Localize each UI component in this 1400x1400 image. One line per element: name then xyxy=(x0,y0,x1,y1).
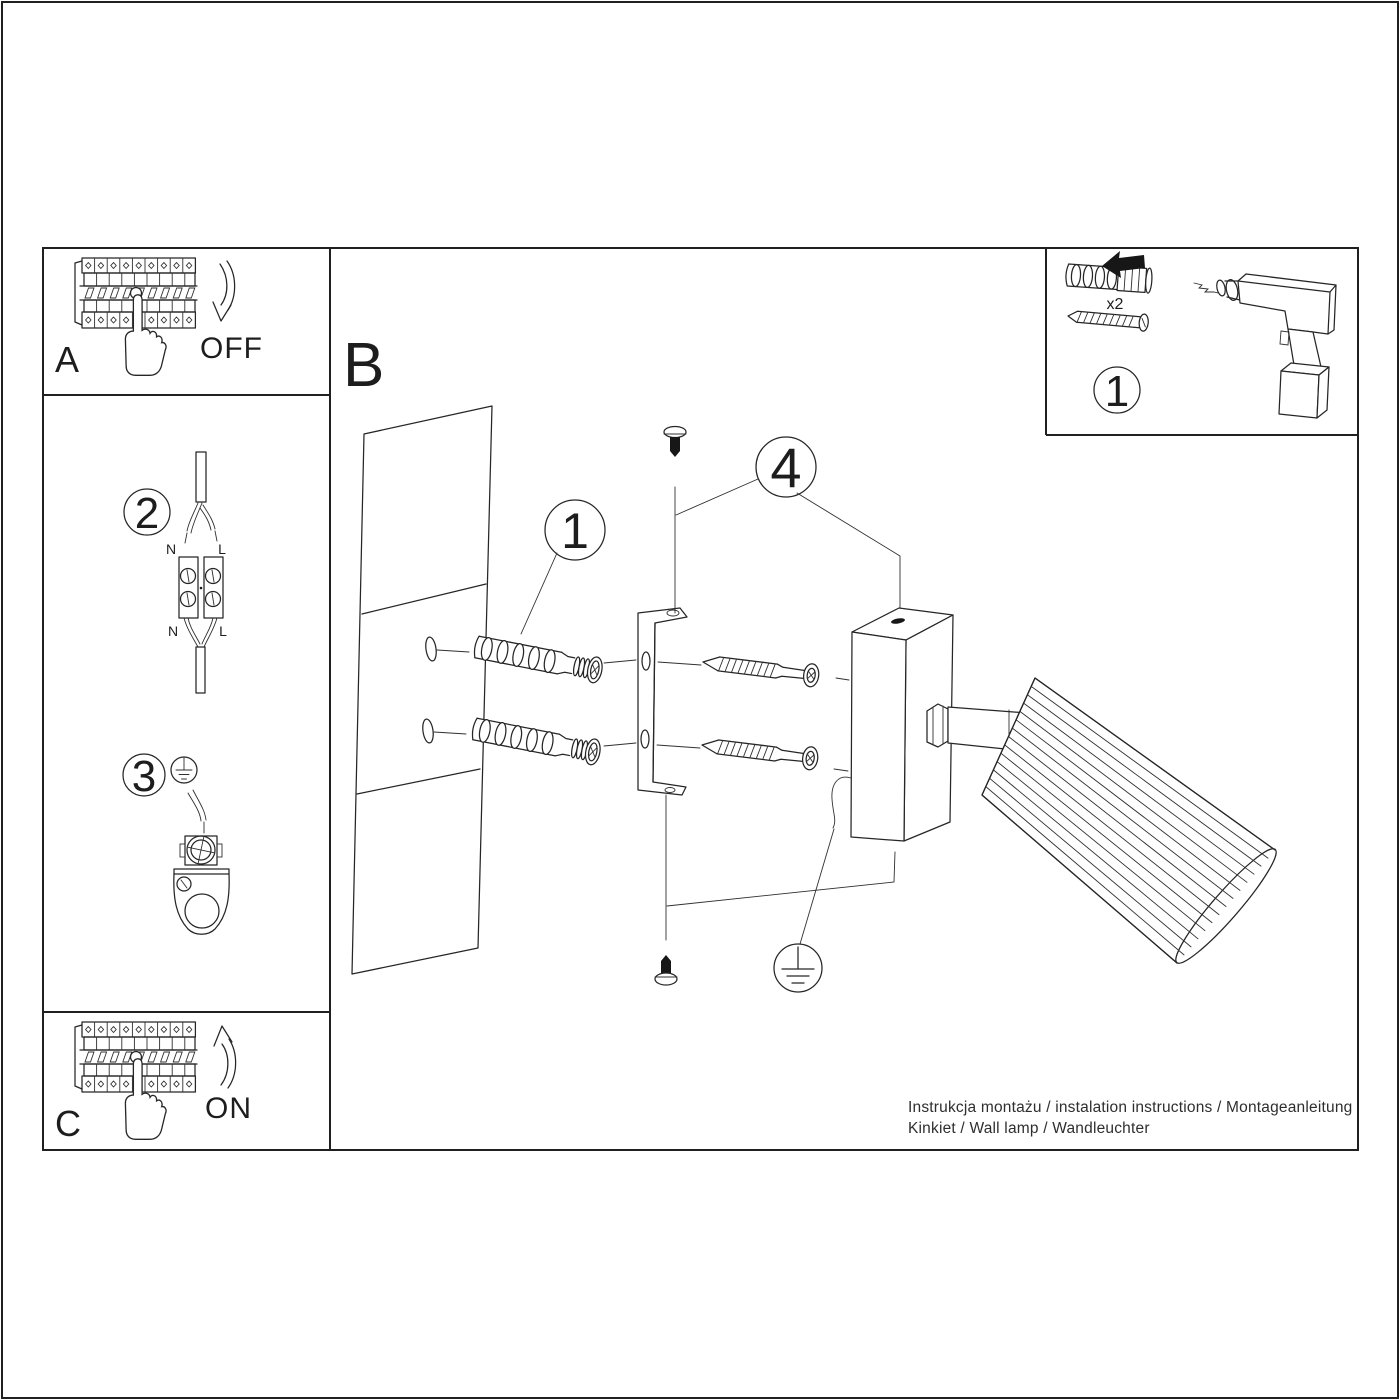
footer xyxy=(908,1099,1352,1137)
parts-box xyxy=(1065,251,1336,418)
terminal-label-n-bottom: N xyxy=(167,623,179,639)
step-b-label: B xyxy=(343,331,385,400)
callout-number-1: 1 xyxy=(561,503,589,559)
leader-line-earth xyxy=(800,829,834,944)
terminal-block-diagram xyxy=(166,452,227,693)
step-c-panel xyxy=(55,1022,252,1144)
mounting-screw xyxy=(701,734,819,771)
earth-wire xyxy=(188,790,206,833)
wall-hole xyxy=(421,718,434,743)
lamp-shade xyxy=(982,678,1285,971)
mounting-screw xyxy=(702,651,820,688)
anchor-quantity: x2 xyxy=(1106,296,1124,313)
wiring-callout xyxy=(124,452,227,693)
page-border xyxy=(2,2,1398,1398)
wall-anchor xyxy=(471,716,603,766)
top-screw xyxy=(664,427,686,614)
main-diagram xyxy=(343,331,1285,992)
wall-hole xyxy=(424,636,437,661)
lamp-cable xyxy=(832,777,851,828)
drill-icon xyxy=(1194,274,1336,418)
earth-terminal xyxy=(180,835,222,866)
footer-line-1: Instrukcja montażu / instalation instructions / Montageanleitung xyxy=(908,1099,1353,1116)
step-a-panel xyxy=(55,258,263,380)
ground-callout xyxy=(123,752,229,934)
footer-line-2: Kinkiet / Wall lamp / Wandleuchter xyxy=(908,1120,1150,1137)
callout-number-4: 4 xyxy=(770,436,802,499)
terminal-label-n-top: N xyxy=(165,541,177,557)
bracket-slot xyxy=(641,730,649,748)
step-a-state: OFF xyxy=(200,332,263,365)
callout-number-2: 2 xyxy=(134,489,160,538)
leader-line-1 xyxy=(521,553,557,634)
wall-panel xyxy=(352,406,492,974)
terminal-label-l-bottom: L xyxy=(219,623,227,639)
step-c-label: C xyxy=(55,1103,81,1144)
ground-symbol-icon xyxy=(171,757,197,783)
mounting-bracket xyxy=(638,608,687,795)
arrow-down-icon xyxy=(213,261,235,321)
arrow-up-icon xyxy=(214,1026,236,1088)
mounting-plate xyxy=(174,869,229,934)
callout-number-tools: 1 xyxy=(1104,367,1130,416)
leader-line-bottom-screw xyxy=(667,852,895,906)
terminal-label-l-top: L xyxy=(218,541,226,557)
layout-frame xyxy=(43,248,1358,1150)
bracket-slot xyxy=(642,652,650,670)
step-c-state: ON xyxy=(205,1092,252,1125)
earth-symbol-callout xyxy=(774,944,822,992)
wall-anchor xyxy=(473,634,605,684)
bottom-screw xyxy=(655,795,677,985)
callout-number-3: 3 xyxy=(131,752,157,801)
step-a-label: A xyxy=(55,339,80,380)
